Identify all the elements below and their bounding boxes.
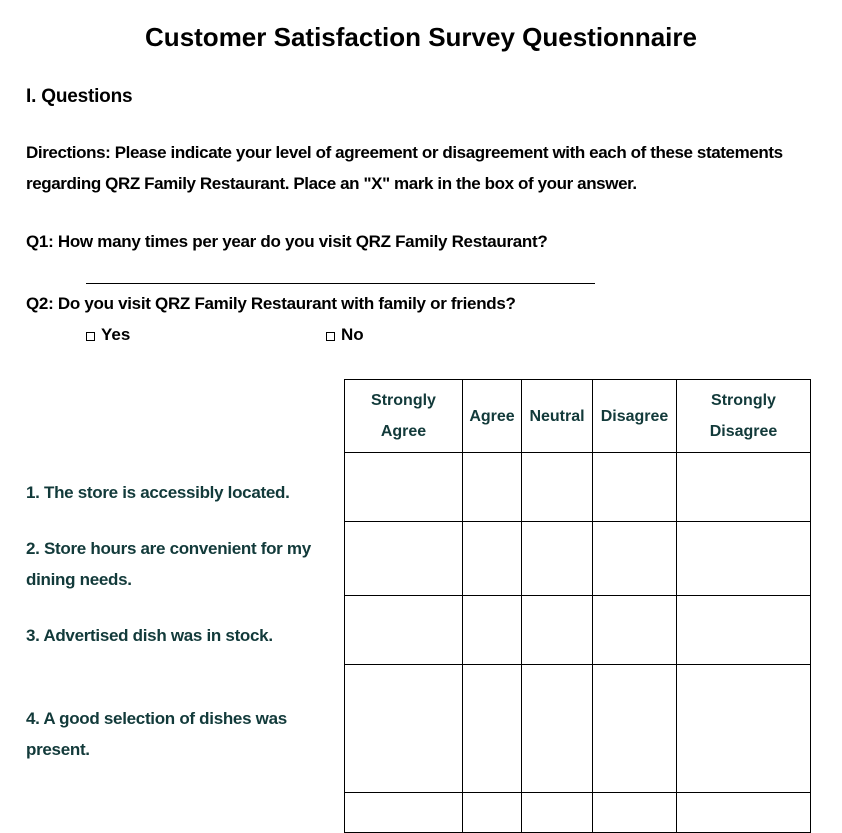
answer-cell-agree[interactable] <box>463 522 522 596</box>
answer-cell-neutral[interactable] <box>522 665 593 793</box>
answer-cell-agree[interactable] <box>463 596 522 665</box>
statement-4: 4. A good selection of dishes was present. <box>26 709 287 759</box>
column-header-line: Agree <box>469 407 515 425</box>
column-header-line: Strongly <box>371 392 436 409</box>
answer-cell-agree[interactable] <box>463 453 522 522</box>
answer-cell-disagree[interactable] <box>593 453 677 522</box>
answer-cell-agree[interactable] <box>463 793 522 833</box>
column-header-strongly-disagree <box>677 380 811 453</box>
page-title: Customer Satisfaction Survey Questionnaire <box>145 22 697 52</box>
answer-cell-strongly-disagree[interactable] <box>677 453 811 522</box>
directions-text: Directions: Please indicate your level of agreement or disagreement with each of these statements regarding QRZ Family Restaurant. Place an "X" mark in the box of your answer. <box>26 143 783 193</box>
checkbox-icon[interactable] <box>86 332 95 341</box>
answer-cell-strongly-agree[interactable] <box>345 596 463 665</box>
answer-cell-neutral[interactable] <box>522 793 593 833</box>
question-1: Q1: How many times per year do you visit QRZ Family Restaurant? <box>26 232 548 251</box>
option-yes[interactable] <box>86 325 130 345</box>
checkbox-icon[interactable] <box>326 332 335 341</box>
answer-cell-disagree[interactable] <box>593 522 677 596</box>
q1-answer-line[interactable] <box>86 283 595 284</box>
answer-cell-strongly-disagree[interactable] <box>677 596 811 665</box>
column-header-line: Strongly <box>711 392 776 409</box>
column-header-line: Agree <box>380 423 427 440</box>
answer-cell-neutral[interactable] <box>522 453 593 522</box>
table-row <box>345 665 811 793</box>
answer-cell-disagree[interactable] <box>593 596 677 665</box>
option-yes-label: Yes <box>101 325 131 344</box>
statement-2: 2. Store hours are convenient for my dining needs. <box>26 539 311 589</box>
column-header-disagree <box>593 380 677 453</box>
question-2: Q2: Do you visit QRZ Family Restaurant with family or friends? <box>26 294 516 313</box>
answer-cell-strongly-agree[interactable] <box>345 793 463 833</box>
answer-cell-strongly-disagree[interactable] <box>677 665 811 793</box>
column-header-line: Neutral <box>529 407 585 425</box>
column-header-neutral <box>522 380 593 453</box>
table-header-row <box>345 380 811 453</box>
answer-cell-strongly-agree[interactable] <box>345 522 463 596</box>
answer-cell-disagree[interactable] <box>593 793 677 833</box>
section-heading: I. Questions <box>26 86 133 107</box>
statement-3: 3. Advertised dish was in stock. <box>26 626 273 645</box>
column-header-line: Disagree <box>600 407 669 425</box>
option-no[interactable] <box>326 325 364 345</box>
table-row <box>345 793 811 833</box>
column-header-line: Disagree <box>709 423 778 440</box>
answer-cell-disagree[interactable] <box>593 665 677 793</box>
table-row <box>345 453 811 522</box>
answer-cell-strongly-agree[interactable] <box>345 665 463 793</box>
table-row <box>345 522 811 596</box>
column-header-strongly-agree <box>345 380 463 453</box>
option-no-label: No <box>341 325 364 344</box>
statement-1: 1. The store is accessibly located. <box>26 483 290 502</box>
table-row <box>345 596 811 665</box>
rating-table <box>344 379 811 833</box>
answer-cell-agree[interactable] <box>463 665 522 793</box>
column-header-agree <box>463 380 522 453</box>
answer-cell-neutral[interactable] <box>522 522 593 596</box>
answer-cell-strongly-disagree[interactable] <box>677 522 811 596</box>
answer-cell-strongly-disagree[interactable] <box>677 793 811 833</box>
answer-cell-strongly-agree[interactable] <box>345 453 463 522</box>
answer-cell-neutral[interactable] <box>522 596 593 665</box>
